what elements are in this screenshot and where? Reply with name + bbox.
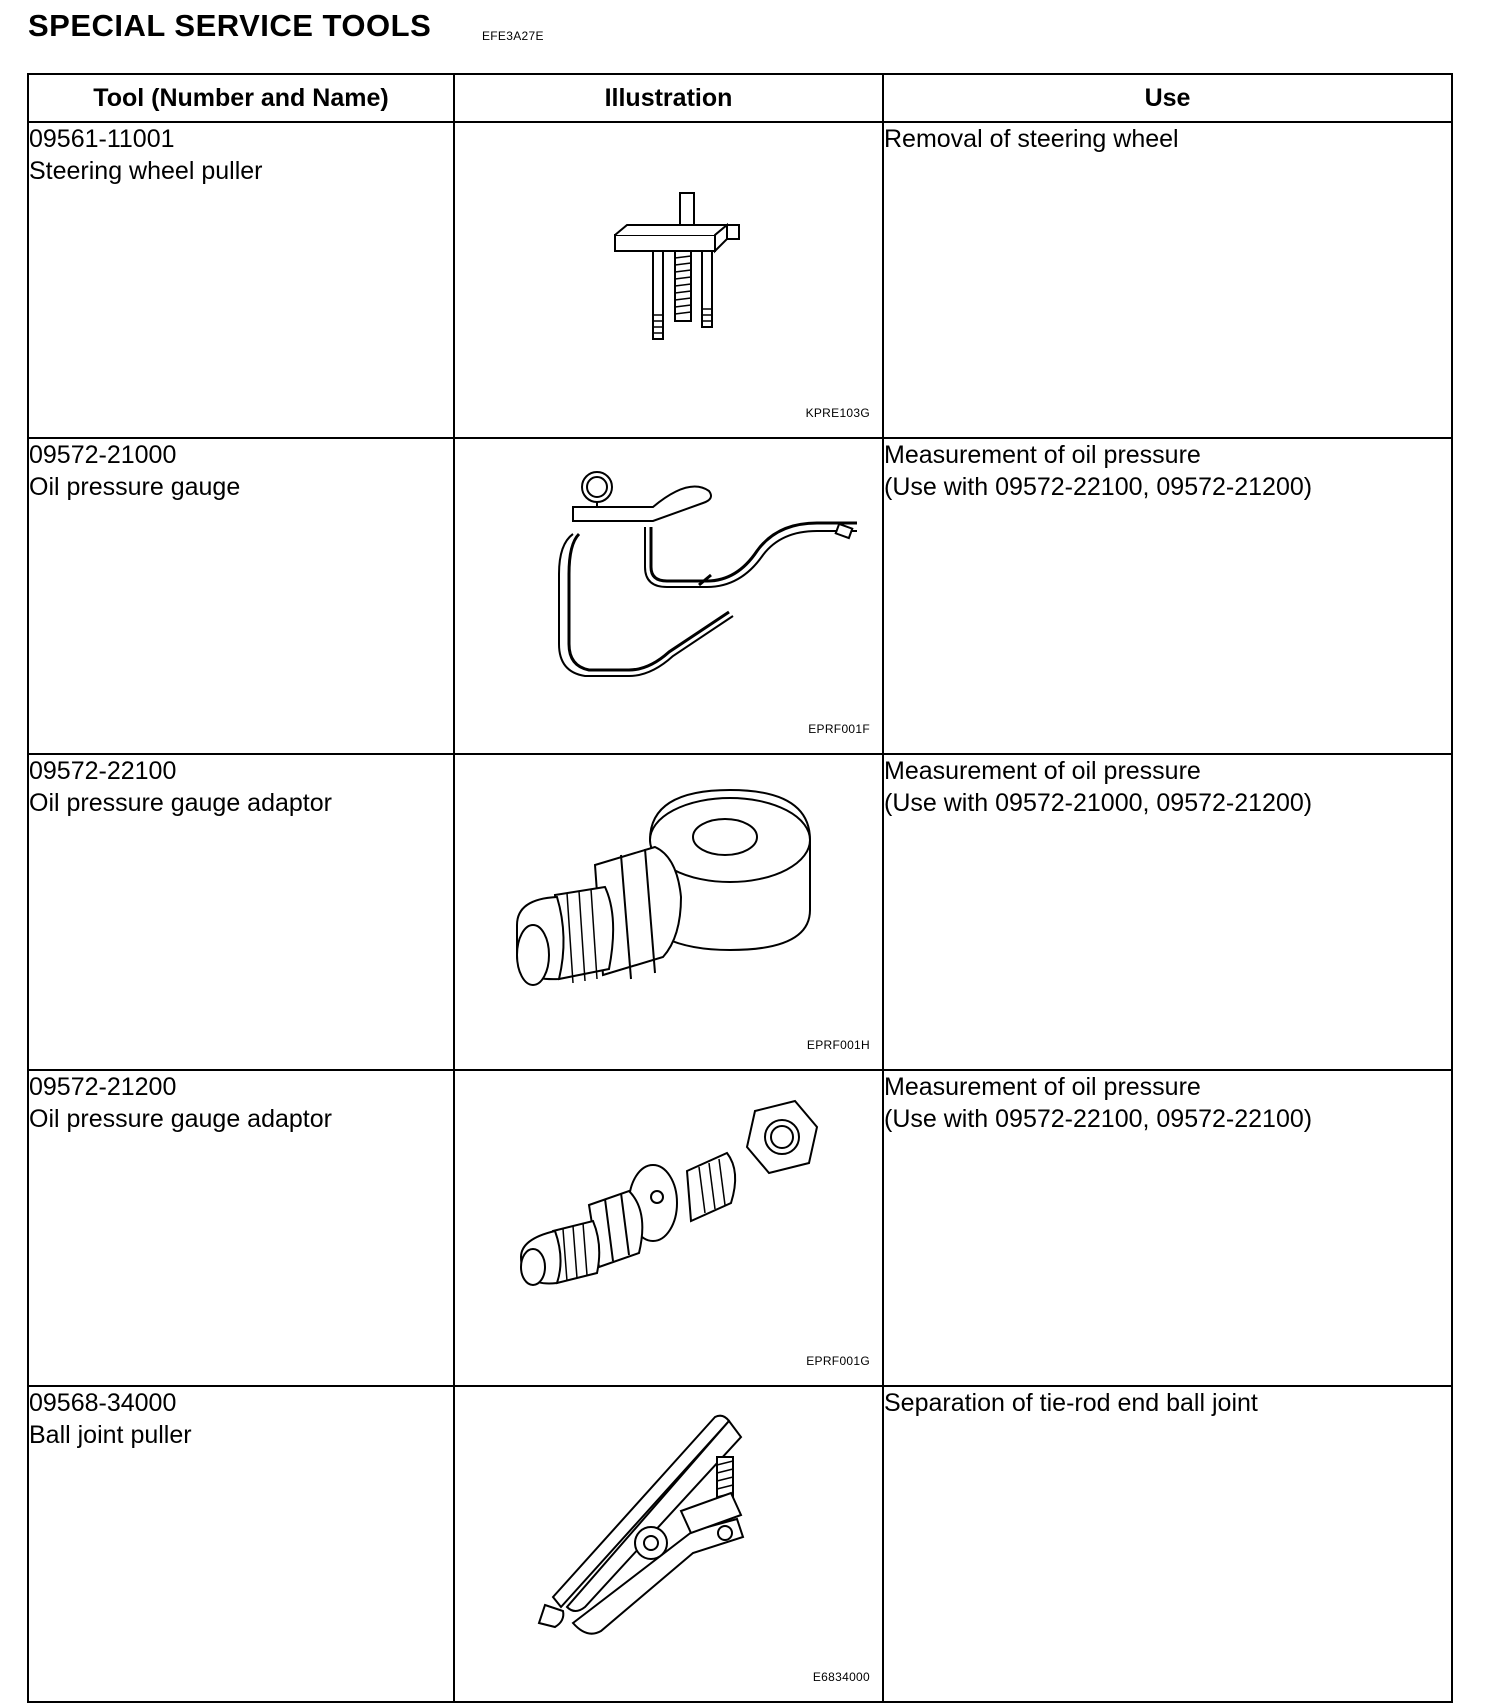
use-text: Measurement of oil pressure [884, 1073, 1201, 1101]
table-row [28, 1386, 1452, 1702]
use-cell [883, 1070, 1452, 1386]
figure-code: KPRE103G [805, 406, 870, 420]
use-text: Measurement of oil pressure [884, 441, 1201, 469]
use-text: Separation of tie-rod end ball joint [884, 1389, 1258, 1417]
oil-pressure-gauge-icon [455, 439, 884, 753]
table-row [28, 122, 1452, 438]
tool-number: 09572-22100 [29, 757, 177, 785]
tool-cell [28, 1070, 454, 1386]
figure-code: EPRF001G [806, 1354, 870, 1368]
adaptor-bolt-and-nut-icon [455, 1071, 884, 1385]
tool-name: Ball joint puller [29, 1421, 192, 1449]
tool-number: 09572-21200 [29, 1073, 177, 1101]
use-cell [883, 438, 1452, 754]
illustration-cell [454, 1386, 883, 1702]
banjo-adaptor-icon [455, 755, 884, 1069]
illustration-cell [454, 438, 883, 754]
tool-number: 09568-34000 [29, 1389, 177, 1417]
tool-name: Oil pressure gauge adaptor [29, 789, 332, 817]
header-use: Use [883, 74, 1452, 122]
tool-number: 09572-21000 [29, 441, 177, 469]
tool-cell [28, 122, 454, 438]
tool-cell [28, 438, 454, 754]
page-code: EFE3A27E [482, 29, 544, 43]
tool-cell [28, 1386, 454, 1702]
use-text: Removal of steering wheel [884, 125, 1179, 153]
use-text-note: (Use with 09572-21000, 09572-21200) [884, 789, 1313, 817]
table-header-row [28, 74, 1452, 122]
table-row [28, 1070, 1452, 1386]
tools-table [27, 73, 1453, 1703]
illustration-cell [454, 122, 883, 438]
ball-joint-puller-icon [455, 1387, 884, 1701]
illustration-cell [454, 1070, 883, 1386]
use-text-note: (Use with 09572-22100, 09572-22100) [884, 1105, 1313, 1133]
steering-wheel-puller-icon [455, 123, 884, 437]
use-text-note: (Use with 09572-22100, 09572-21200) [884, 473, 1313, 501]
table-row [28, 438, 1452, 754]
table-row [28, 754, 1452, 1070]
figure-code: EPRF001H [806, 1038, 870, 1052]
header-illustration: Illustration [454, 74, 883, 122]
use-cell [883, 122, 1452, 438]
page-title: SPECIAL SERVICE TOOLS [28, 8, 432, 43]
tool-name: Oil pressure gauge [29, 473, 241, 501]
figure-code: E6834000 [812, 1670, 870, 1684]
use-cell [883, 754, 1452, 1070]
tool-cell [28, 754, 454, 1070]
use-cell [883, 1386, 1452, 1702]
tool-name: Steering wheel puller [29, 157, 263, 185]
figure-code: EPRF001F [808, 722, 870, 736]
tool-number: 09561-11001 [29, 125, 175, 153]
tool-name: Oil pressure gauge adaptor [29, 1105, 332, 1133]
illustration-cell [454, 754, 883, 1070]
use-text: Measurement of oil pressure [884, 757, 1201, 785]
header-tool: Tool (Number and Name) [28, 74, 454, 122]
